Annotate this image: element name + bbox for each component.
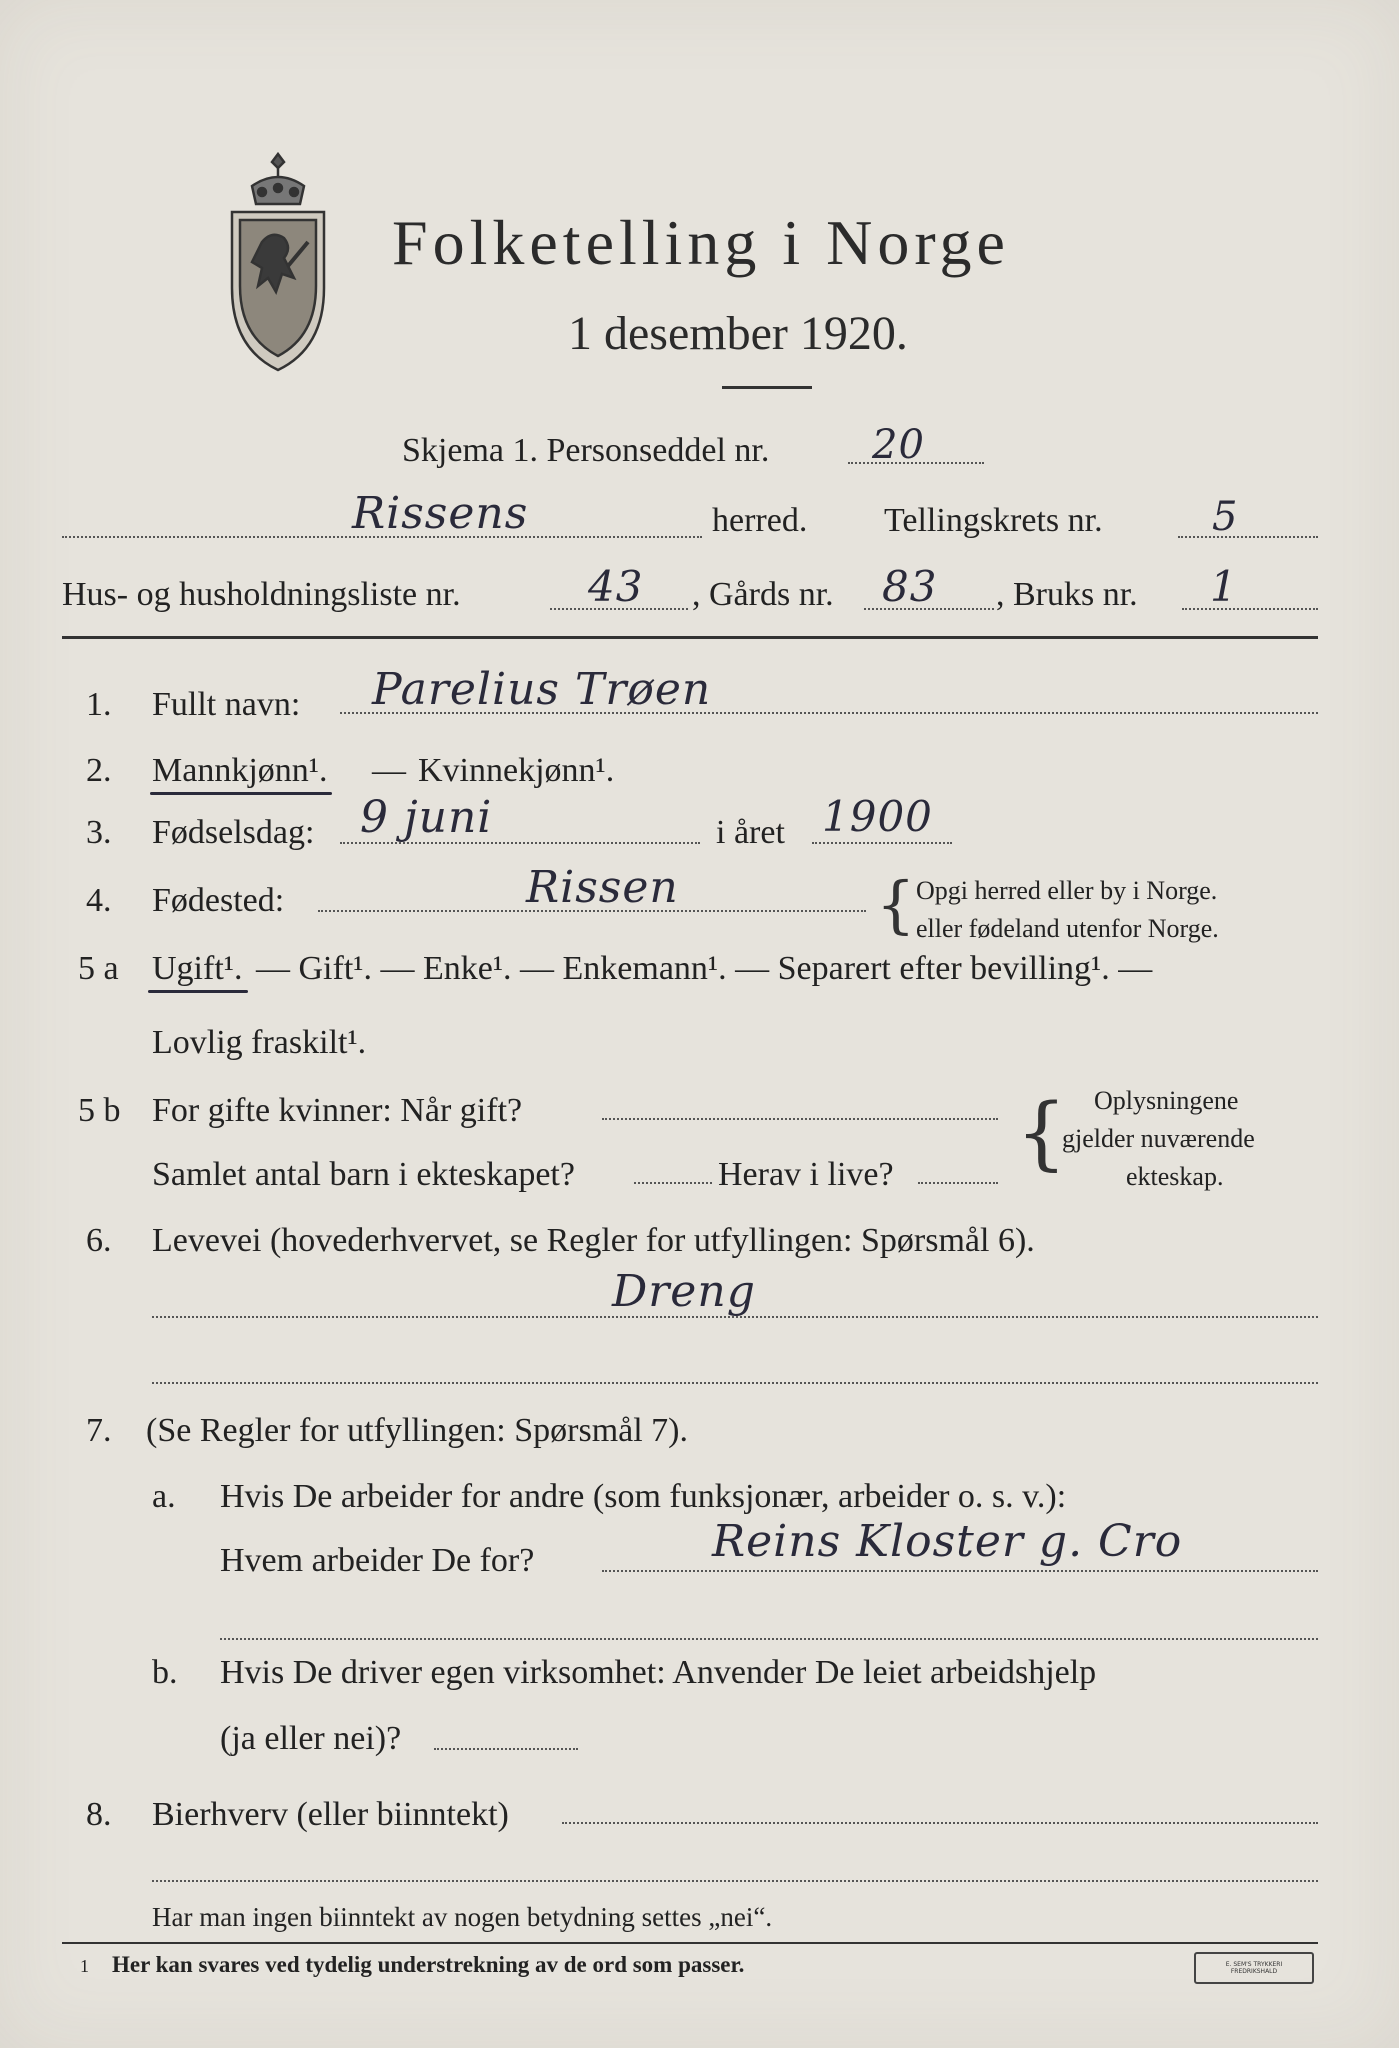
q6-levevei[interactable]: Dreng bbox=[612, 1266, 756, 1317]
q7a-line-2 bbox=[220, 1638, 1318, 1640]
q7a-label-1: Hvis De arbeider for andre (som funksjonær, arbeider o. s. v.): bbox=[220, 1478, 1067, 1515]
tellingskrets-label: Tellingskrets nr. bbox=[884, 502, 1103, 539]
form-title: Folketelling i Norge bbox=[392, 207, 1010, 278]
q1-label: Fullt navn: bbox=[152, 686, 301, 723]
q6-number: 6. bbox=[86, 1222, 112, 1259]
q7-number: 7. bbox=[86, 1412, 112, 1449]
q7a-line-1 bbox=[602, 1570, 1318, 1572]
q3-year-label: i året bbox=[716, 814, 785, 851]
q2-number: 2. bbox=[86, 752, 112, 789]
q7b-letter: b. bbox=[152, 1654, 178, 1691]
q5b-label-nar-gift: For gifte kvinner: Når gift? bbox=[152, 1092, 523, 1129]
q1-fullt-navn[interactable]: Parelius Trøen bbox=[372, 664, 712, 715]
q5b-note-line1: Oplysningene bbox=[1094, 1086, 1239, 1115]
q4-brace: { bbox=[876, 868, 916, 941]
q6-line-2 bbox=[152, 1382, 1318, 1384]
q5a-ugift[interactable]: Ugift¹. bbox=[152, 950, 243, 987]
q6-label: Levevei (hovederhvervet, se Regler for utfyllingen: Spørsmål 6). bbox=[152, 1222, 1035, 1259]
q5a-options[interactable]: — Gift¹. — Enke¹. — Enkemann¹. — Separert efter bevilling¹. — bbox=[256, 950, 1153, 987]
q4-label: Fødested: bbox=[152, 882, 285, 919]
q3-year[interactable]: 1900 bbox=[822, 792, 933, 841]
tellingskrets-nr[interactable]: 5 bbox=[1212, 494, 1239, 540]
bruks-nr[interactable]: 1 bbox=[1210, 562, 1238, 611]
q7a-label-2: Hvem arbeider De for? bbox=[220, 1542, 535, 1579]
q3-year-line bbox=[812, 842, 952, 844]
printer-stamp bbox=[1194, 1952, 1314, 1984]
bruks-label: , Bruks nr. bbox=[996, 576, 1138, 613]
q2-mannkjonn[interactable]: Mannkjønn¹. bbox=[152, 752, 328, 789]
q5b-label-antal-barn: Samlet antal barn i ekteskapet? bbox=[152, 1156, 575, 1193]
q5a-number: 5 a bbox=[78, 950, 119, 987]
q7b-label-2: (ja eller nei)? bbox=[220, 1720, 402, 1757]
q2-kvinnekjonn[interactable]: Kvinnekjønn¹. bbox=[418, 752, 615, 789]
personseddel-nr[interactable]: 20 bbox=[872, 422, 925, 468]
skjema-label: Skjema 1. Personseddel nr. bbox=[402, 432, 770, 469]
q4-note-line2: eller fødeland utenfor Norge. bbox=[916, 914, 1219, 943]
q4-note-line1: Opgi herred eller by i Norge. bbox=[916, 876, 1218, 905]
q3-label: Fødselsdag: bbox=[152, 814, 315, 851]
footnote-text: Her kan svares ved tydelig understrekning av de ord som passer. bbox=[112, 1952, 745, 1977]
herred-value[interactable]: Rissens bbox=[352, 488, 529, 539]
q5a-lovlig-fraskilt[interactable]: Lovlig fraskilt¹. bbox=[152, 1024, 367, 1061]
q5b-label-herav: Herav i live? bbox=[718, 1156, 894, 1193]
footer-separator bbox=[62, 1942, 1318, 1944]
q3-fodselsdag[interactable]: 9 juni bbox=[360, 792, 493, 843]
q8-number: 8. bbox=[86, 1796, 112, 1833]
q5b-antal-barn-line bbox=[634, 1182, 712, 1184]
header-separator bbox=[62, 636, 1318, 639]
herred-label: herred. bbox=[712, 502, 808, 539]
q8-line-1 bbox=[562, 1822, 1318, 1824]
title-divider bbox=[722, 386, 812, 389]
q8-line-2 bbox=[152, 1880, 1318, 1882]
q7b-line bbox=[434, 1748, 578, 1750]
printer-stamp-text: E. SEM'S TRYKKERI FREDRIKSHALD bbox=[1225, 1961, 1283, 1975]
q7-label: (Se Regler for utfyllingen: Spørsmål 7). bbox=[146, 1412, 689, 1449]
husliste-label: Hus- og husholdningsliste nr. bbox=[62, 576, 461, 613]
q2-selection-underline bbox=[150, 792, 332, 795]
q5b-herav-line bbox=[918, 1182, 998, 1184]
husliste-nr[interactable]: 43 bbox=[588, 562, 644, 611]
q3-number: 3. bbox=[86, 814, 112, 851]
q5b-note-line3: ekteskap. bbox=[1126, 1162, 1224, 1191]
q1-number: 1. bbox=[86, 686, 112, 723]
gards-nr[interactable]: 83 bbox=[882, 562, 938, 611]
q5b-nar-gift-line bbox=[602, 1118, 998, 1120]
norway-coat-of-arms-icon bbox=[222, 146, 334, 376]
q7a-letter: a. bbox=[152, 1478, 176, 1515]
q5b-note-line2: gjelder nuværende bbox=[1062, 1124, 1255, 1153]
tellingskrets-line bbox=[1178, 536, 1318, 538]
gards-label: , Gårds nr. bbox=[692, 576, 834, 613]
bruks-line bbox=[1182, 608, 1318, 610]
q5b-number: 5 b bbox=[78, 1092, 121, 1129]
q4-number: 4. bbox=[86, 882, 112, 919]
footnote-mark: 1 bbox=[80, 1956, 89, 1976]
q5a-selection-underline bbox=[148, 990, 248, 993]
form-date: 1 desember 1920. bbox=[568, 307, 908, 360]
footer-note: Har man ingen biinntekt av nogen betydning settes „nei“. bbox=[152, 1902, 773, 1932]
q2-separator: — bbox=[372, 752, 406, 789]
q4-fodested[interactable]: Rissen bbox=[526, 862, 679, 913]
q7a-arbeidsgiver[interactable]: Reins Kloster g. Cro bbox=[712, 1516, 1183, 1567]
q7b-label-1: Hvis De driver egen virksomhet: Anvender De leiet arbeidshjelp bbox=[220, 1654, 1097, 1691]
q5b-brace: { bbox=[1016, 1086, 1067, 1179]
q8-label: Bierhverv (eller biinntekt) bbox=[152, 1796, 509, 1833]
